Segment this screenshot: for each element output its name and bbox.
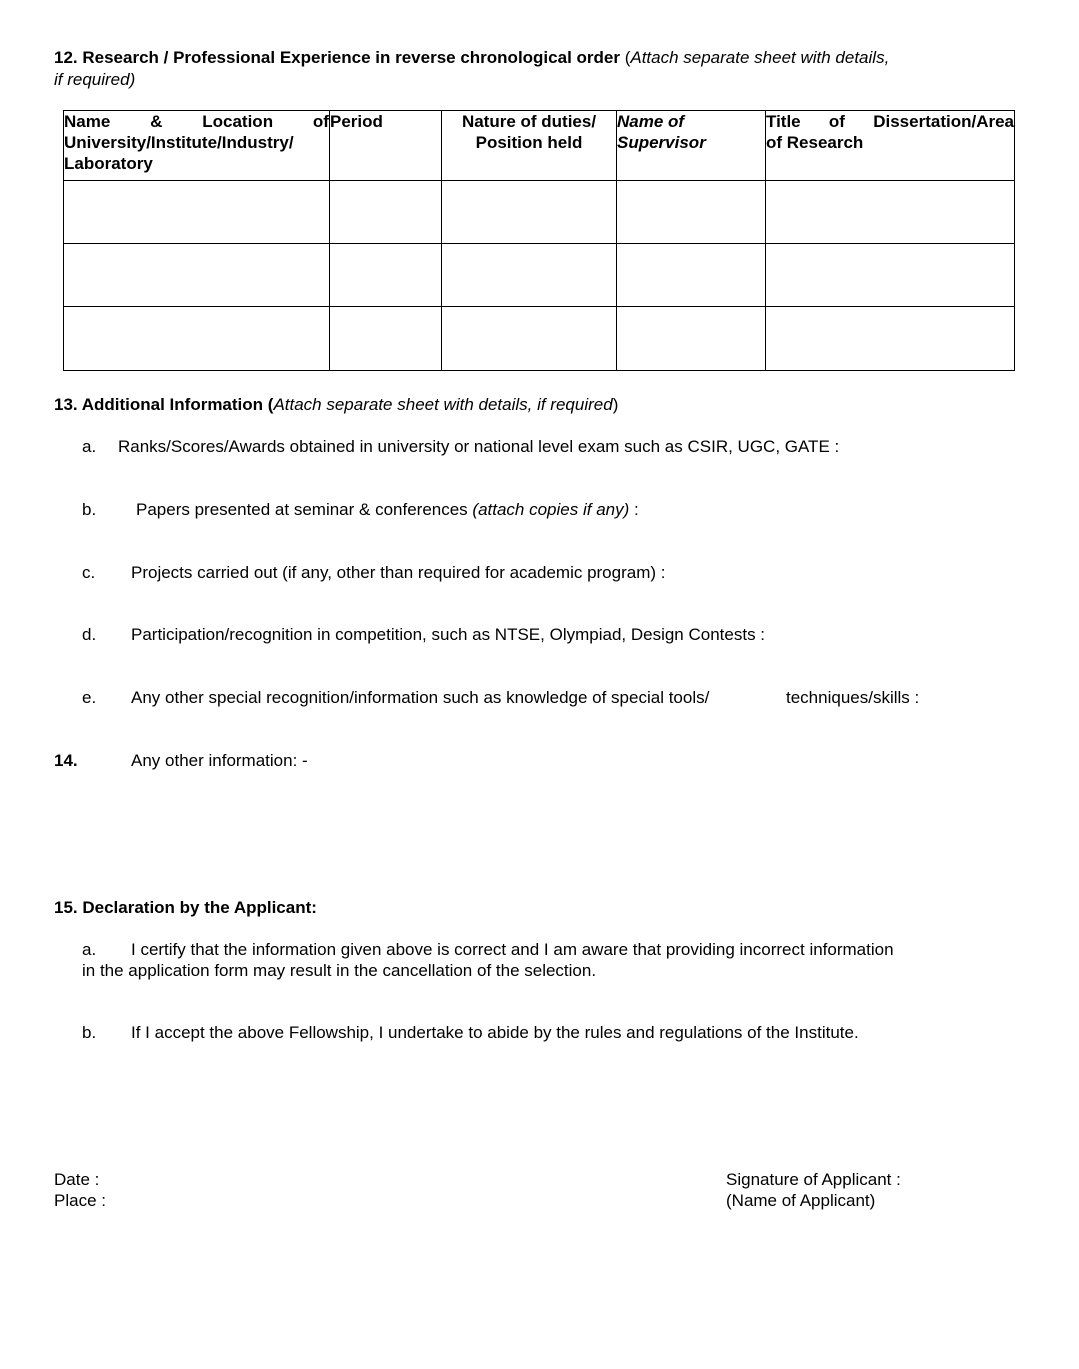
table-row	[64, 307, 1015, 371]
table-cell[interactable]	[766, 307, 1015, 371]
experience-table	[63, 110, 1015, 371]
header-institution-line1: Name & Location of	[64, 112, 329, 131]
table-cell[interactable]	[330, 307, 442, 371]
declaration-a-letter: a.	[82, 940, 97, 959]
section-13-heading: 13. Additional Information (Attach separate sheet with details, if required)	[54, 395, 619, 414]
declaration-b-text: If I accept the above Fellowship, I undertake to abide by the rules and regulations of the Institute.	[131, 1023, 859, 1042]
table-row	[64, 244, 1015, 307]
table-cell[interactable]	[64, 244, 330, 307]
section-12-heading-line2: if required)	[54, 70, 136, 89]
declaration-a-line2: in the application form may result in the cancellation of the selection.	[82, 961, 597, 980]
header-supervisor: Name of Supervisor	[617, 111, 766, 181]
table-cell[interactable]	[330, 244, 442, 307]
table-cell[interactable]	[766, 181, 1015, 244]
list-item-13e-text2: techniques/skills :	[786, 688, 920, 707]
list-item-13e: e.	[82, 688, 97, 707]
list-item-13b: b.	[82, 500, 97, 519]
header-period: Period	[330, 111, 442, 181]
list-item-13e-text: Any other special recognition/information such as knowledge of special tools/	[131, 688, 710, 707]
section-14-number: 14.	[54, 751, 78, 770]
table-cell[interactable]	[442, 181, 617, 244]
list-item-13d-text: Participation/recognition in competition, such as NTSE, Olympiad, Design Contests :	[131, 625, 766, 644]
signature-label: Signature of Applicant :	[726, 1170, 901, 1189]
list-item-13d: d.	[82, 625, 97, 644]
table-cell[interactable]	[442, 307, 617, 371]
applicant-name-label: (Name of Applicant)	[726, 1191, 876, 1210]
declaration-a-line1: I certify that the information given above is correct and I am aware that providing incorrect information	[131, 940, 894, 959]
place-label: Place :	[54, 1191, 106, 1210]
list-item-13a-text: Ranks/Scores/Awards obtained in university or national level exam such as CSIR, UGC, GATE :	[118, 437, 840, 456]
list-item-13b-text: Papers presented at seminar & conferences (attach copies if any) :	[136, 500, 639, 519]
table-cell[interactable]	[64, 307, 330, 371]
table-cell[interactable]	[617, 307, 766, 371]
header-dissertation: Title of Dissertation/Area of Research	[766, 111, 1015, 181]
section-15-heading: 15. Declaration by the Applicant:	[54, 898, 317, 917]
table-cell[interactable]	[617, 244, 766, 307]
declaration-b-letter: b.	[82, 1023, 97, 1042]
list-item-13c-text: Projects carried out (if any, other than required for academic program) :	[131, 563, 666, 582]
list-item-13c: c.	[82, 563, 96, 582]
date-label: Date :	[54, 1170, 100, 1189]
table-cell[interactable]	[330, 181, 442, 244]
section-12-heading: 12. Research / Professional Experience in reverse chronological order (Attach separate sheet with details,	[54, 48, 890, 67]
list-item-13a: a.	[82, 437, 97, 456]
table-row	[64, 181, 1015, 244]
table-header-row	[64, 111, 1015, 181]
table-cell[interactable]	[766, 244, 1015, 307]
header-nature-of-duties: Nature of duties/ Position held	[442, 111, 617, 181]
section-14-text: Any other information: -	[131, 751, 308, 770]
table-cell[interactable]	[64, 181, 330, 244]
header-institution: Name & Location of University/Institute/Industry/ Laboratory	[64, 111, 330, 181]
table-cell[interactable]	[617, 181, 766, 244]
table-cell[interactable]	[442, 244, 617, 307]
